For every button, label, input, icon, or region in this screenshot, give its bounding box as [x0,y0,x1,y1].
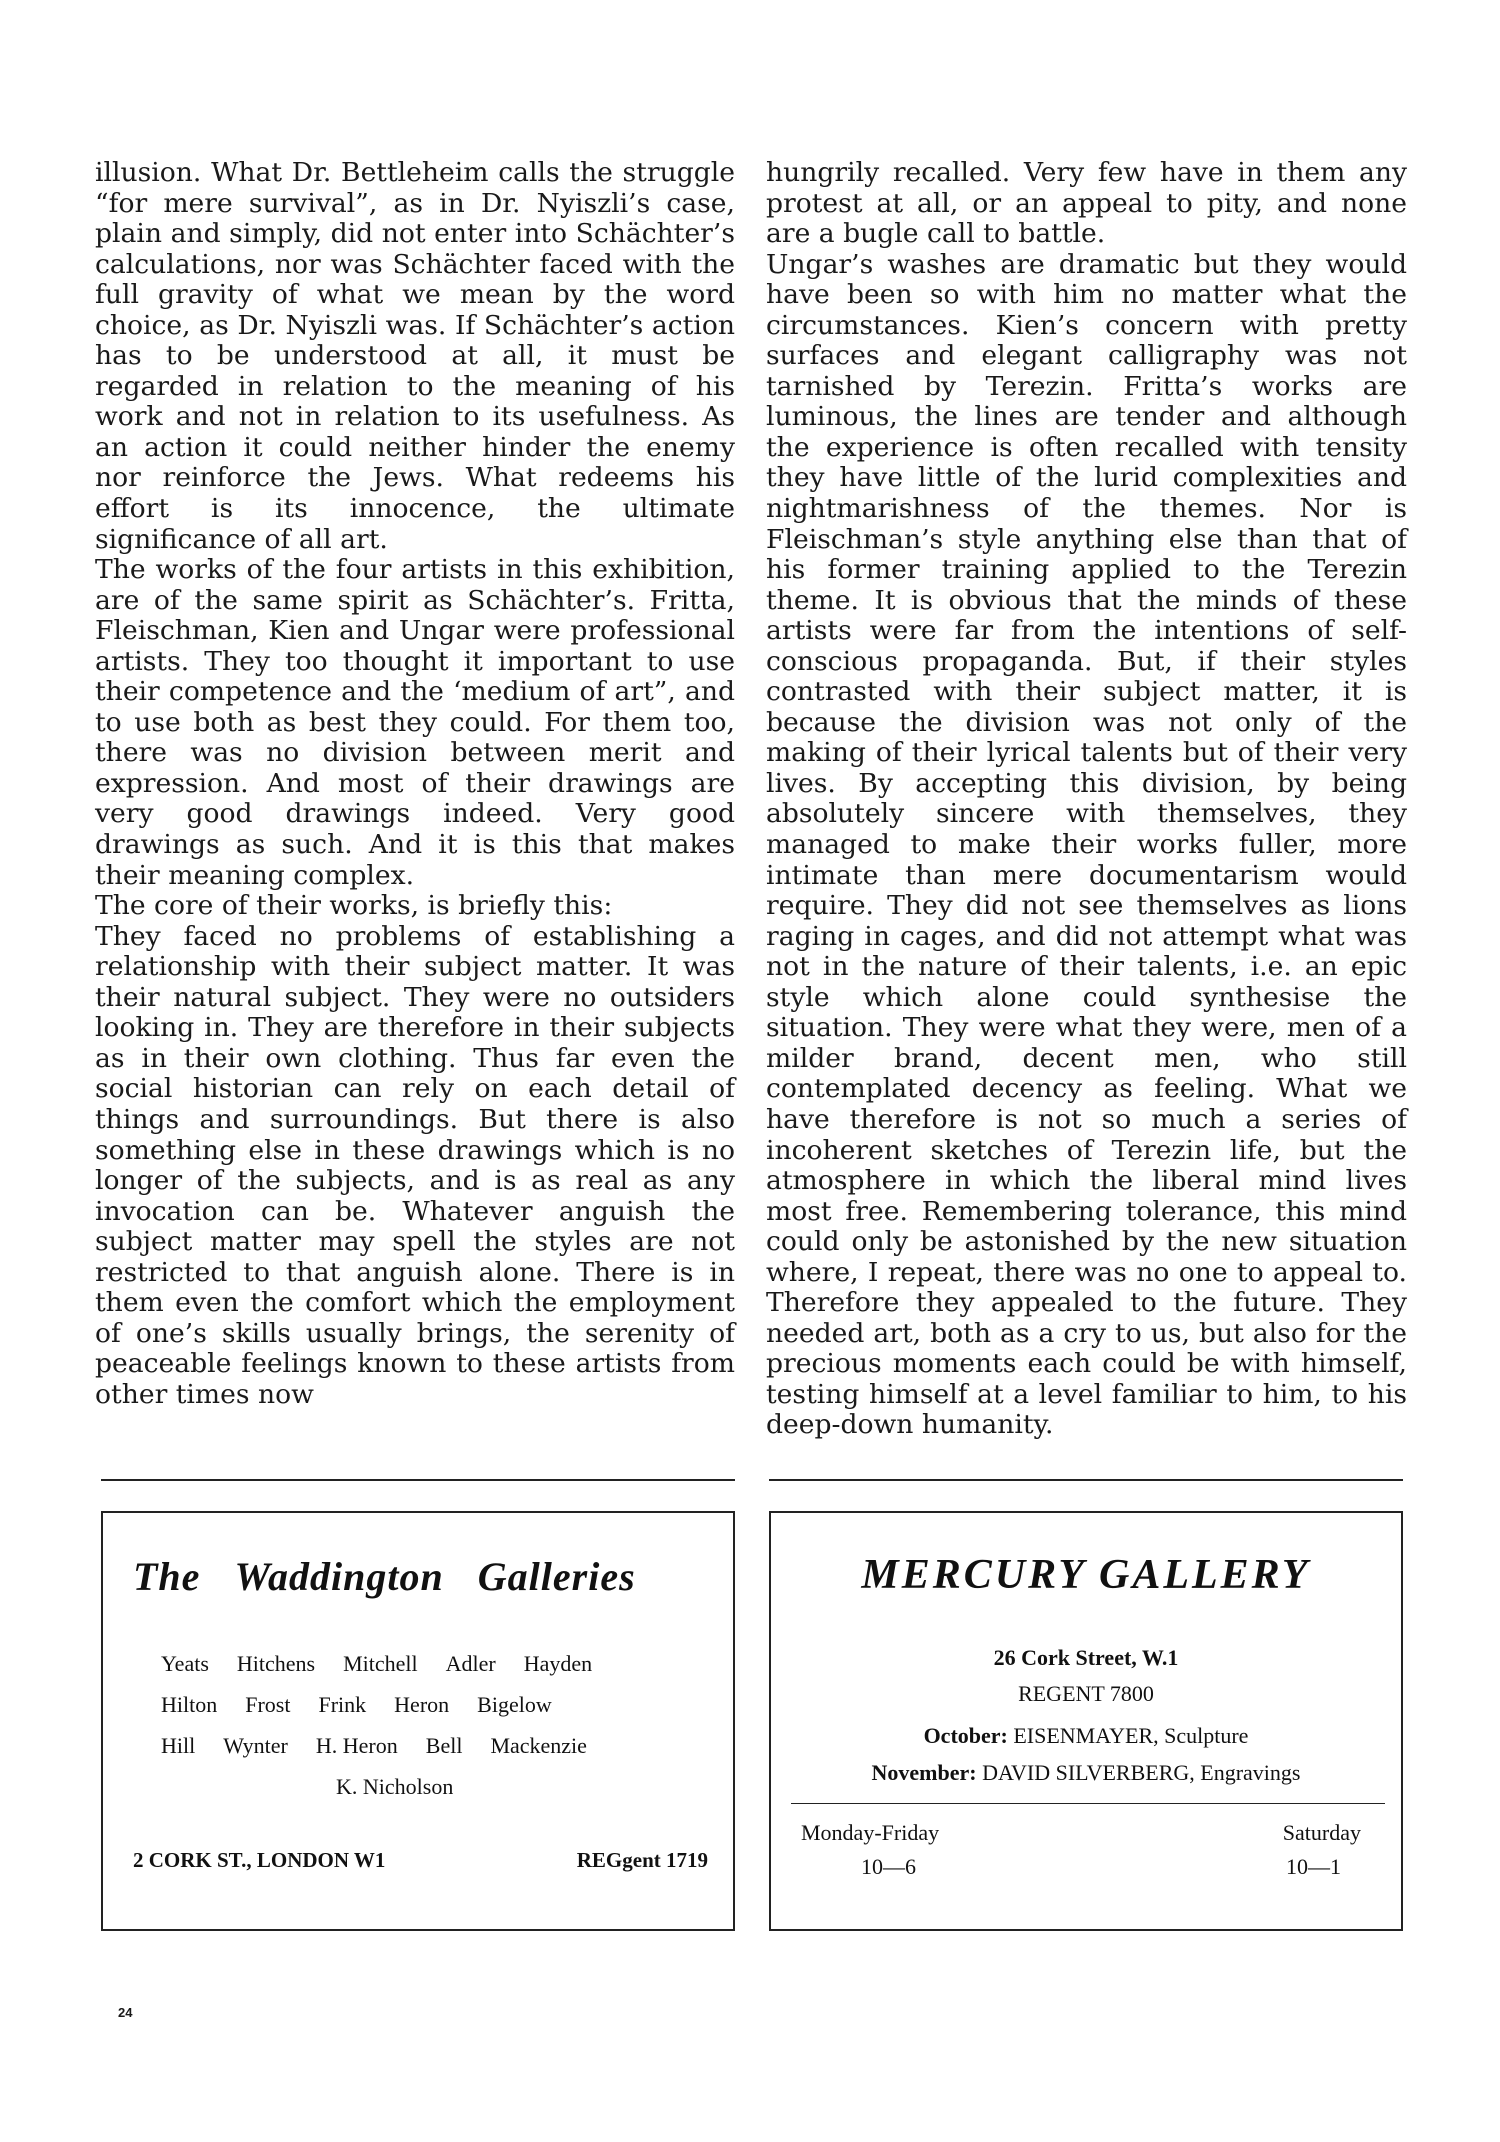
mercury-october-listing: October: EISENMAYER, Sculpture [923,1723,1249,1748]
mercury-november-listing: November: DAVID SILVERBERG, Engravings [871,1760,1301,1785]
section-divider [101,1479,735,1481]
mercury-address: 26 Cork Street, W.1 [993,1645,1179,1670]
article-paragraph: hungrily recalled. Very few have in them any protest at all, or an appeal to pity, and none are a bugle call to battle. [766,157,1407,250]
waddington-artist-list [161,1643,620,1807]
artist-name: K. Nicholson [336,1774,454,1799]
mercury-phone: REGENT 7800 [1018,1681,1154,1706]
mercury-hours-values [801,1854,1341,1880]
artist-name: Mitchell [343,1651,418,1676]
waddington-galleries-ad [101,1511,735,1931]
section-divider [769,1479,1403,1481]
article-paragraph: illusion. What Dr. Bettleheim calls the struggle “for mere survival”, as in Dr. Nyiszli’s case, plain and simply, did not enter into Schächter’s calculations, nor was Schächter faced with the full gravity of what we mean by the word choice, as Dr. Nyiszli was. If Schächter’s action has to be understood at all, it must be regarded in relation to the meaning of his work and not in relation to its usefulness. As an action it could neither hinder the enemy nor reinforce the Jews. What redeems his effort is its innocence, the ultimate significance of all art. [95,157,735,555]
artist-name: Hayden [523,1651,593,1676]
mercury-divider [791,1803,1385,1804]
article-paragraph: The works of the four artists in this exhibition, are of the same spirit as Schächter’s. Fritta, Fleischman, Kien and Ungar were professional artists. They too thought it important to use their competence and the ‘medium of art”, and to use both as best they could. For them too, there was no division between merit and expression. And most of their drawings are very good drawings indeed. Very good drawings as such. And it is this that makes their meaning complex. [95,554,735,891]
weekday-hours: 10—6 [861,1854,916,1879]
article-paragraph: They faced no problems of establishing a relationship with their subject matter. It was their natural subject. They were no outsiders looking in. They are therefore in their subjects as in their own clothing. Thus far even the social historian can rely on each detail of things and surroundings. But there is also something else in these drawings which is no longer of the subjects, and is as real as any invocation can be. Whatever anguish the subject matter may spell the styles are not restricted to that anguish alone. There is in them even the comfort which the employment of one’s skills usually brings, the serenity of peaceable feelings known to these artists from other times now [95,920,735,1410]
artist-name: Yeats [161,1651,209,1676]
weekday-label: Monday-Friday [801,1820,940,1845]
artist-name: Hill [161,1733,196,1758]
artist-name: Hitchens [236,1651,316,1676]
artist-name: Frost [245,1692,291,1717]
waddington-phone: REGgent 1719 [576,1848,708,1872]
article-left-column [95,158,735,1410]
artist-name: Bigelow [477,1692,552,1717]
artist-row [161,1643,620,1684]
mercury-gallery-ad [769,1511,1403,1931]
saturday-hours: 10—1 [1286,1854,1341,1879]
article-paragraph: Ungar’s washes are dramatic but they would have been so with him no matter what the circumstances. Kien’s concern with pretty surfaces and elegant calligraphy was not tarnished by Terezin. Fritta’s works are luminous, the lines are tender and although the experience is often recalled with tensity they have little of the lurid complexities and nightmarishness of the themes. Nor is Fleischman’s style anything else than that of his former training applied to the Terezin theme. It is obvious that the minds of these artists were far from the intentions of self-conscious propaganda. But, if their styles contrasted with their subject matter, it is because the division was not only of the making of their lyrical talents but of their very lives. By accepting this division, by being absolutely sincere with themselves, they managed to make their works fuller, more intimate than mere documentarism would require. They did not see themselves as lions raging in cages, and did not attempt what was not in the nature of their talents, i.e. an epic style which alone could synthesise the situation. They were what they were, men of a milder brand, decent men, who still contemplated decency as feeling. What we have therefore is not so much a series of incoherent sketches of Terezin life, but the atmosphere in which the liberal mind lives most free. Remembering tolerance, this mind could only be astonished by the new situation where, I repeat, there was no one to appeal to. Therefore they appealed to the future. They needed art, both as a cry to us, but also for the precious moments each could be with himself, testing himself at a level familiar to him, to his deep-down humanity. [766,248,1407,1441]
mercury-hours-labels [801,1820,1361,1846]
saturday-label: Saturday [1282,1820,1361,1845]
artist-name: Hilton [161,1692,218,1717]
waddington-address: 2 CORK ST., LONDON W1 [133,1848,386,1872]
artist-row [161,1766,620,1807]
waddington-title: The Waddington Galleries [133,1554,636,1599]
artist-name: Adler [445,1651,496,1676]
page-number: 24 [118,2005,133,2020]
artist-name: Bell [425,1733,463,1758]
artist-name: Heron [394,1692,450,1717]
artist-name: Wynter [223,1733,288,1758]
artist-name: Mackenzie [490,1733,587,1758]
artist-name: Frink [318,1692,367,1717]
artist-row [161,1684,620,1725]
article-right-column [766,158,1407,1441]
artist-row [161,1725,620,1766]
waddington-contact [133,1848,708,1873]
article-paragraph: The core of their works, is briefly this: [95,890,613,922]
artist-name: H. Heron [315,1733,398,1758]
mercury-title: MERCURY GALLERY [861,1552,1311,1598]
